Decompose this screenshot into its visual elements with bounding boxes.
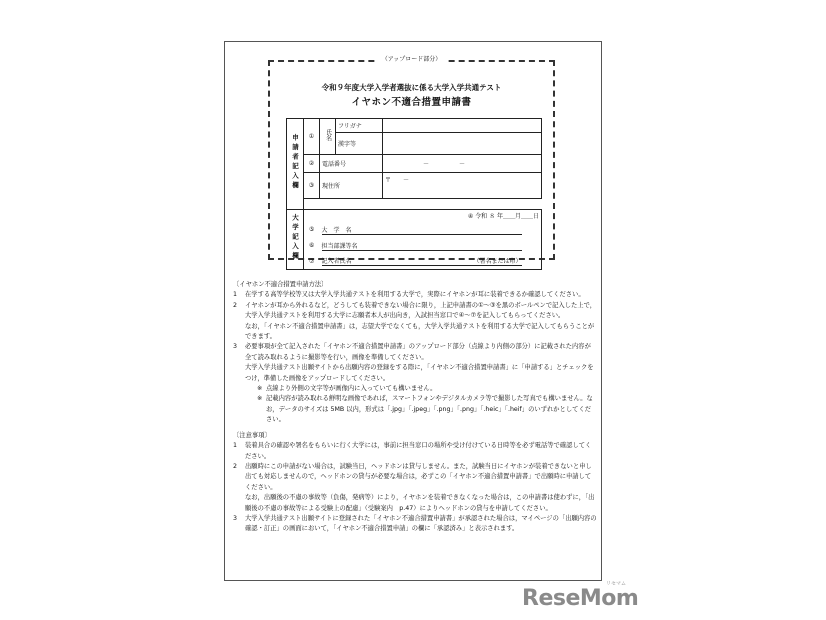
upload-label: （アップロード部分） xyxy=(378,56,446,63)
upload-area xyxy=(268,56,555,266)
department-label: 担当部課等名 xyxy=(322,241,522,251)
row1-number: ① xyxy=(304,119,320,155)
date-field: ④ 令和 ８ 年＿＿月＿＿日 xyxy=(304,210,542,222)
row7-number: ⑦ xyxy=(304,254,320,270)
document-page xyxy=(224,41,602,581)
address-field: 〒 － xyxy=(383,173,542,199)
method-item-1: 1 在学する高等学校等又は大学入学共通テストを利用する大学で，実際にイヤホンが耳に装着できるか確認してください。 xyxy=(233,291,585,299)
method-item-3-note: 大学入学共通テスト出願サイトから出願内容の登録をする際に，「イヤホン不適合措置申請書」に「申請する」とチェックをつけ，準備した画像をアップロードしてください。 xyxy=(245,364,594,382)
furigana-label: フリガナ xyxy=(336,119,383,133)
applicant-section-label: 申請者記入欄 xyxy=(287,119,304,210)
logo-reading: リセマム xyxy=(606,581,626,587)
university-section-label: 大学記入欄 xyxy=(287,210,304,270)
row6-number: ⑥ xyxy=(304,238,320,254)
row3-number: ③ xyxy=(304,173,320,199)
caution-item-1: 1 装着具合の確認や署名をもらいに行く大学には，事前に担当窓口の場所や受け付けている日時等を必ず電話等で確認してください。 xyxy=(233,442,592,460)
kanji-label: 漢字等 xyxy=(336,133,383,155)
instructions xyxy=(233,280,597,535)
caution-item-2: 2 出願時にこの申請がない場合は，試験当日，ヘッドホンは貸与しません。また，試験当日にイヤホンが装着できないと申し出ても対応しませんので，ヘッドホンの貸与が必要な場合は，必ずこの「イヤホン不適合措置申請書」で出願時に申請してください。 xyxy=(233,462,592,491)
caution-item-2-note: なお，出願後の不慮の事故等（負傷，発病等）により，イヤホンを装着できなくなった場合は，この申請書は使わずに，「出願後の不慮の事故等による受験上の配慮」（受験案内 p.47）によりヘッドホンの貸与を申請してください。 xyxy=(245,494,595,512)
resemom-logo: ReseMom リセマム xyxy=(522,581,639,611)
address-label: 現住所 xyxy=(320,173,383,199)
phone-label: 電話番号 xyxy=(320,155,383,173)
signature-note: （署名または印） xyxy=(473,258,522,266)
university-name-label: 大 学 名 xyxy=(322,225,522,235)
method-item-3: 3 必要事項が全て記入された「イヤホン不適合措置申請書」のアップロード部分（点線より内側の部分）に記載された内容が全て読み取れるように撮影等を行い，画像を準備してください。 xyxy=(233,343,591,361)
kanji-field xyxy=(383,133,542,155)
row5-number: ⑤ xyxy=(304,222,320,238)
note-1: ※ 点線より外側の文字等が画像内に入っていても構いません。 xyxy=(257,385,437,393)
caution-header: 〔注意事項〕 xyxy=(233,431,271,439)
form-title: イヤホン不適合措置申請書 xyxy=(351,97,472,108)
method-header: 〔イヤホン不適合措置申請方法〕 xyxy=(233,281,328,288)
furigana-field xyxy=(383,119,542,133)
method-item-2-note: なお，「イヤホン不適合措置申請書」は，志望大学でなくても，大学入学共通テストを利用する大学で記入してもらうことができます。 xyxy=(245,322,595,341)
writer-name-label: 記入者氏名 xyxy=(321,258,352,266)
phone-field: － － xyxy=(383,155,542,173)
form-subtitle: 令和９年度大学入学者選抜に係る大学入学共通テスト xyxy=(321,83,502,92)
application-form-table xyxy=(286,118,542,270)
name-label: 氏名 xyxy=(320,119,336,155)
row2-number: ② xyxy=(304,155,320,173)
method-item-2: 2 イヤホンが耳から外れるなど，どうしても装着できない場合に限り，上記申請書の①～③を黒のボールペンで記入した上で，大学入学共通テストを利用する大学に志願者本人が出向き，入試担当窓口で④～⑦を記入してもらってください。 xyxy=(233,301,597,320)
caution-item-3: 3 大学入学共通テスト出願サイトに登録された「イヤホン不適合措置申請書」が承認された場合は，マイページの「出願内容の確認・訂正」の画面において，「イヤホン不適合措置申請」の欄に「承認済み」と表示されます。 xyxy=(233,514,597,533)
note-2: ※ 記載内容が読み取れる鮮明な画像であれば，スマートフォンやデジタルカメラ等で撮影した写真でも構いません。なお，データのサイズは 5MB 以内，形式は「.jpg」「.jpeg」「.png」「.png」「.heic」「.heif」のいずれかとしてください。 xyxy=(257,395,593,424)
